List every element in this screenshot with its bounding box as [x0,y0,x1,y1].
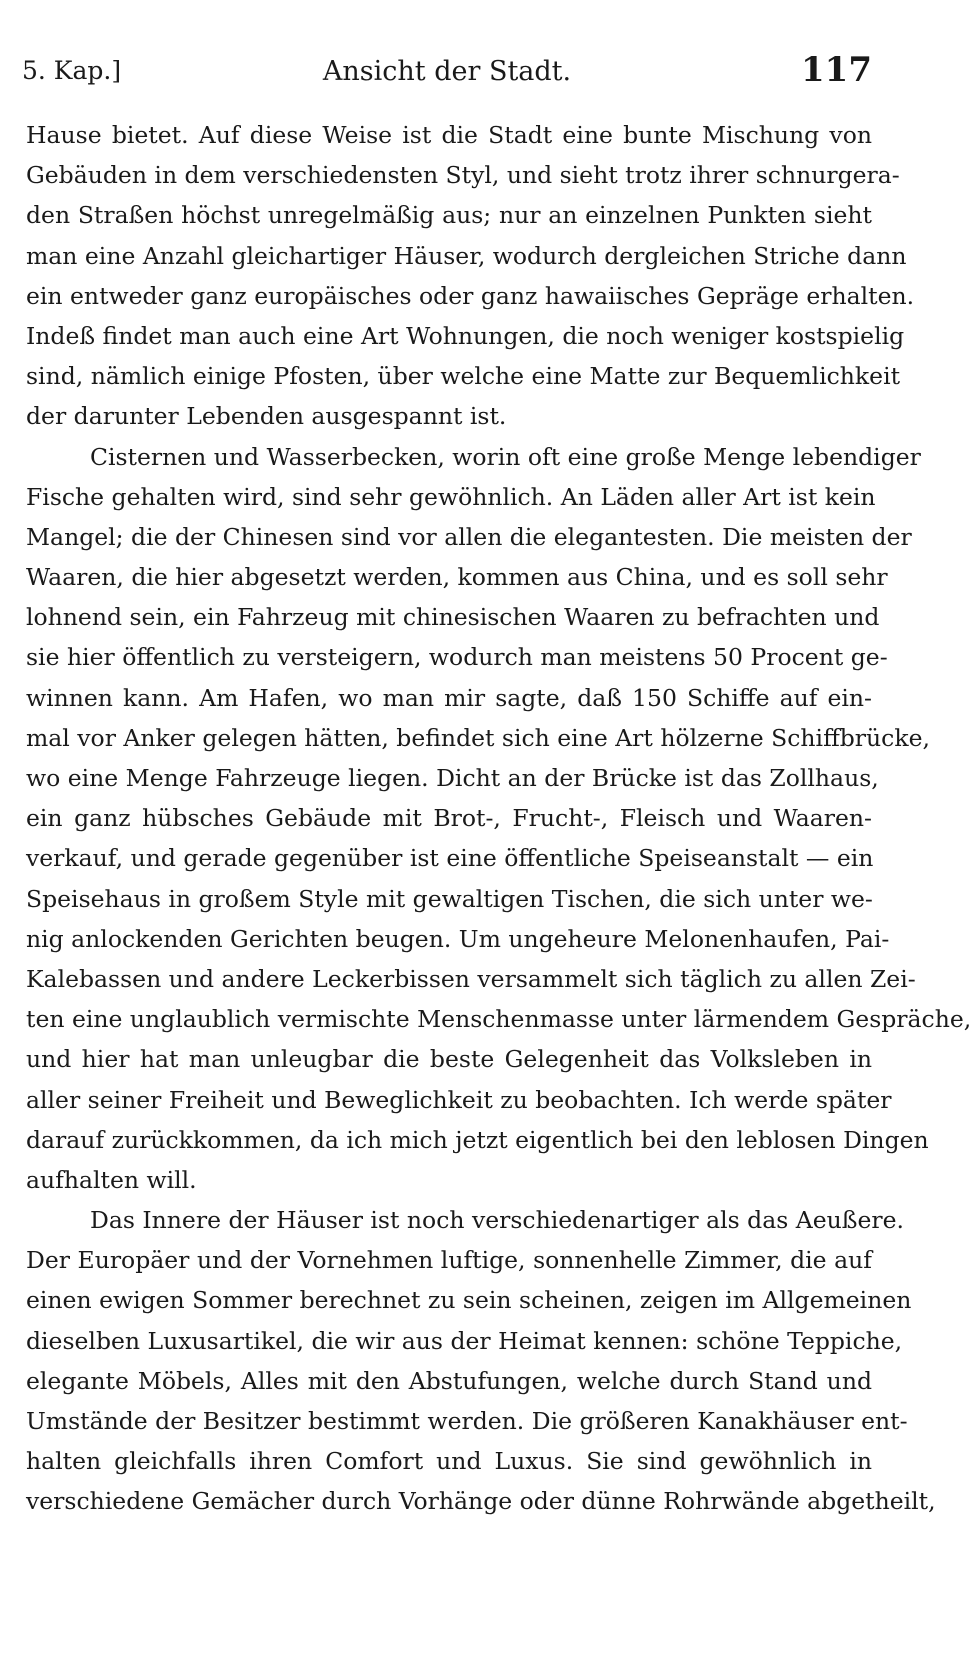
text-line: ein entweder ganz europäisches oder ganz hawaiisches Gepräge erhalten. [26,281,915,310]
running-title: Ansicht der Stadt. [322,56,572,87]
text-line: Indeß findet man auch eine Art Wohnungen, die noch weniger kostspielig [26,321,905,350]
page-number: 117 [801,50,872,90]
text-line: man eine Anzahl gleichartiger Häuser, wodurch dergleichen Striche dann [26,241,907,270]
text-line: Hause bietet. Auf diese Weise ist die Stadt eine bunte Mischung von [26,121,872,149]
text-line: ein ganz hübsches Gebäude mit Brot-, Frucht-, Fleisch und Waaren- [26,804,872,833]
body-text [26,115,971,1522]
text-line: lohnend sein, ein Fahrzeug mit chinesischen Waaren zu befrachten und [26,603,880,632]
text-line: Der Europäer und der Vornehmen luftige, sonnenhelle Zimmer, die auf [26,1246,872,1275]
text-line: sie hier öffentlich zu versteigern, wodurch man meistens 50 Procent ge- [26,643,888,672]
text-line: halten gleichfalls ihren Comfort und Luxus. Sie sind gewöhnlich in [26,1447,872,1476]
text-line: winnen kann. Am Hafen, wo man mir sagte, daß 150 Schiffe auf ein- [26,683,872,712]
text-line: Speisehaus in großem Style mit gewaltigen Tischen, die sich unter we- [26,884,873,913]
text-line: verschiedene Gemächer durch Vorhänge oder dünne Rohrwände abgetheilt, [26,1487,936,1516]
text-line: elegante Möbels, Alles mit den Abstufungen, welche durch Stand und [26,1366,872,1395]
text-line: nig anlockenden Gerichten beugen. Um ungeheure Melonenhaufen, Pai- [26,924,890,953]
text-line: ten eine unglaublich vermischte Menschenmasse unter lärmendem Gespräche, [26,1005,971,1034]
text-line: Cisternen und Wasserbecken, worin oft eine große Menge lebendiger [90,442,921,471]
text-line: darauf zurückkommen, da ich mich jetzt eigentlich bei den leblosen Dingen [26,1125,929,1154]
text-line: einen ewigen Sommer berechnet zu sein scheinen, zeigen im Allgemeinen [26,1286,912,1315]
text-line: sind, nämlich einige Pfosten, über welche eine Matte zur Bequemlichkeit [26,362,901,391]
text-line: mal vor Anker gelegen hätten, befindet sich eine Art hölzerne Schiffbrücke, [26,723,930,752]
text-line: Fische gehalten wird, sind sehr gewöhnlich. An Läden aller Art ist kein [26,482,876,511]
text-line: Gebäuden in dem verschiedensten Styl, und sieht trotz ihrer schnurgera- [26,161,900,190]
running-header [22,48,872,98]
text-line: aller seiner Freiheit und Beweglichkeit zu beobachten. Ich werde später [26,1085,892,1114]
text-line: verkauf, und gerade gegenüber ist eine öffentliche Speiseanstalt — ein [26,844,874,873]
text-line: Mangel; die der Chinesen sind vor allen die elegantesten. Die meisten der [26,522,912,551]
text-line: der darunter Lebenden ausgespannt ist. [26,402,507,431]
text-line: den Straßen höchst unregelmäßig aus; nur an einzelnen Punkten sieht [26,201,872,230]
text-line: Waaren, die hier abgesetzt werden, kommen aus China, und es soll sehr [26,563,888,592]
text-line: dieselben Luxusartikel, die wir aus der Heimat kennen: schöne Teppiche, [26,1326,903,1355]
text-line: wo eine Menge Fahrzeuge liegen. Dicht an der Brücke ist das Zollhaus, [26,764,879,792]
text-line: Kalebassen und andere Leckerbissen versammelt sich täglich zu allen Zei- [26,964,916,993]
text-line: und hier hat man unleugbar die beste Gelegenheit das Volksleben in [26,1045,872,1074]
text-line: aufhalten will. [26,1165,197,1194]
text-line: Das Innere der Häuser ist noch verschiedenartiger als das Aeußere. [90,1206,904,1235]
text-line: Umstände der Besitzer bestimmt werden. Die größeren Kanakhäuser ent- [26,1407,908,1435]
chapter-marker: 5. Kap.] [22,56,122,85]
